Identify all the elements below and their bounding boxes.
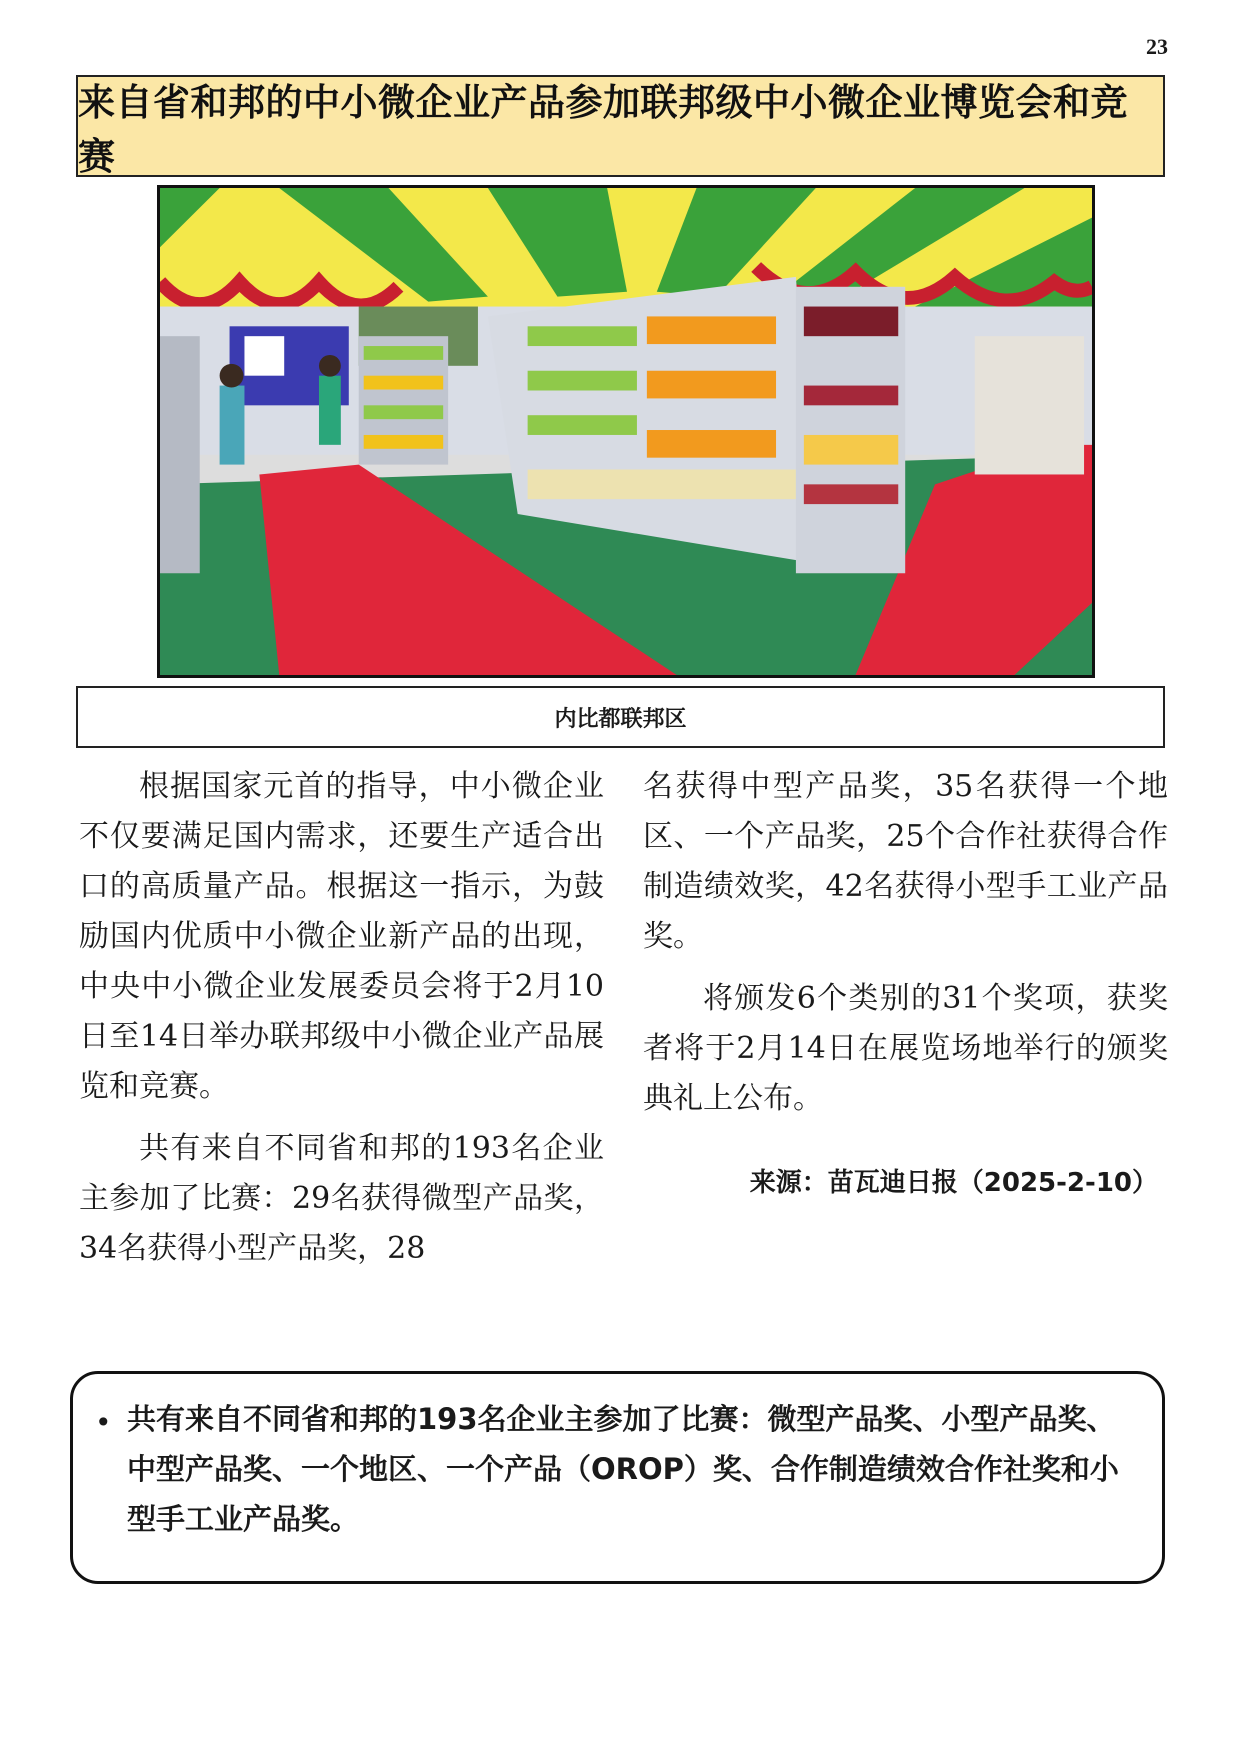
exhibition-photo: [157, 185, 1095, 678]
article-column-right: [643, 762, 1168, 1220]
summary-box: [70, 1371, 1165, 1584]
bullet-icon: •: [95, 1406, 112, 1439]
article-column-left: [79, 762, 604, 1286]
page-number: 23: [1146, 34, 1168, 59]
exhibition-photo-illustration: [160, 188, 1092, 675]
article-paragraph-2-start: 共有来自不同省和邦的193名企业主参加了比赛：29名获得微型产品奖，34名获得小型产品奖，28: [79, 1131, 604, 1266]
title-banner: [76, 75, 1165, 177]
photo-caption-box: [76, 686, 1165, 748]
article-paragraph-2-continued: 名获得中型产品奖，35名获得一个地区、一个产品奖，25个合作社获得合作制造绩效奖，42名获得小型手工业产品奖。: [643, 769, 1168, 954]
article-paragraph-3: 将颁发6个类别的31个奖项，获奖者将于2月14日在展览场地举行的颁奖典礼上公布。: [643, 981, 1168, 1116]
page-title: 来自省和邦的中小微企业产品参加联邦级中小微企业博览会和竞赛: [78, 81, 1128, 178]
summary-text: 共有来自不同省和邦的193名企业主参加了比赛：微型产品奖、小型产品奖、中型产品奖、一个地区、一个产品（OROP）奖、合作制造绩效合作社奖和小型手工业产品奖。: [127, 1402, 1119, 1536]
article-paragraph-1: 根据国家元首的指导，中小微企业不仅要满足国内需求，还要生产适合出口的高质量产品。根据这一指示，为鼓励国内优质中小微企业新产品的出现，中央中小微企业发展委员会将于2月10日至14日举办联邦级中小微企业产品展览和竞赛。: [79, 769, 604, 1104]
article-source: 来源：苗瓦迪日报（2025-2-10）: [749, 1168, 1158, 1198]
photo-caption: 内比都联邦区: [554, 706, 687, 732]
